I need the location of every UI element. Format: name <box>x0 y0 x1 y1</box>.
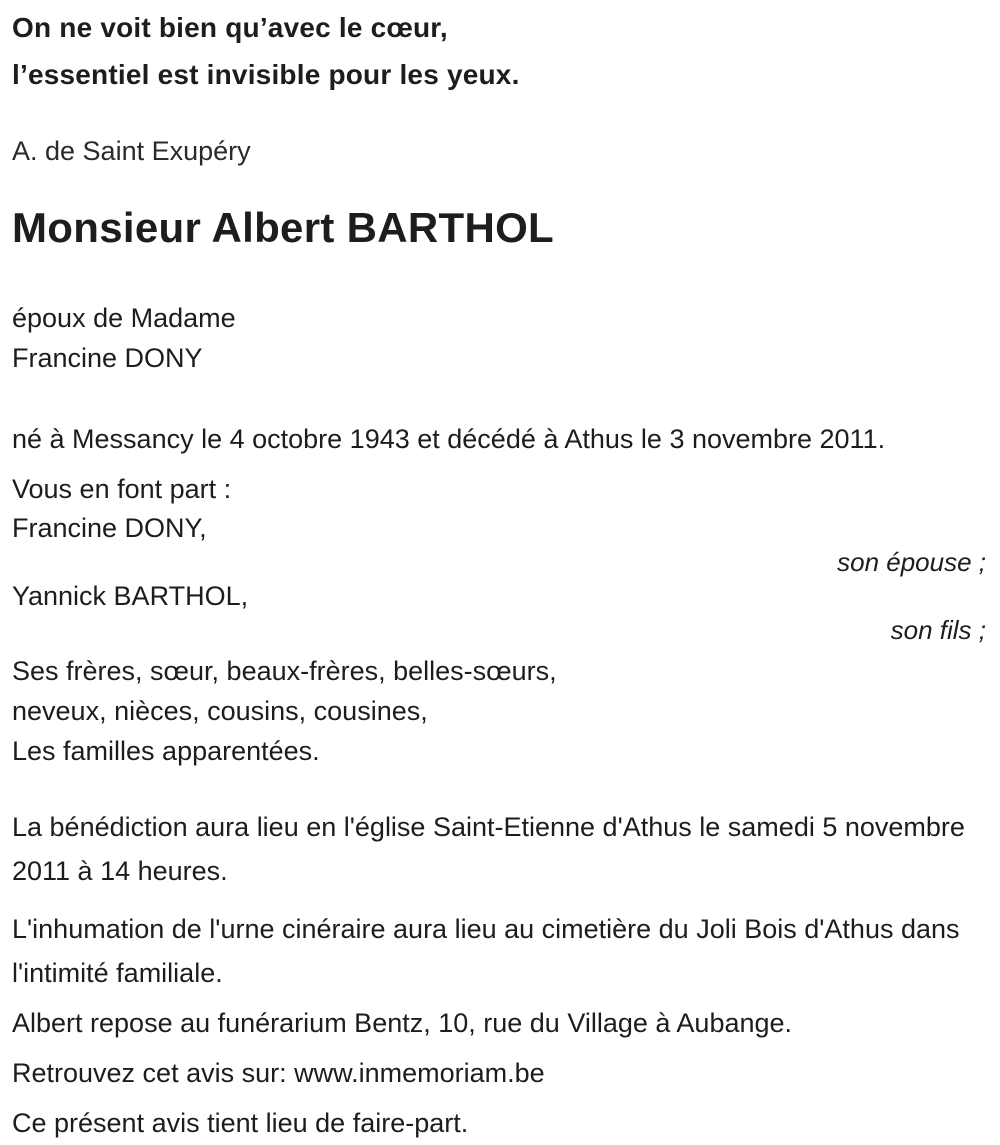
relative-relation: son fils ; <box>890 615 986 645</box>
ceremony-section <box>12 805 988 1145</box>
quote-attribution: A. de Saint Exupéry <box>12 136 251 166</box>
family-line: Ses frères, sœur, beaux-frères, belles-sœurs, <box>12 656 557 686</box>
quote-section <box>12 4 988 171</box>
extended-family-block <box>12 651 988 771</box>
family-line: neveux, nièces, cousins, cousines, <box>12 696 428 726</box>
closing-line: Ce présent avis tient lieu de faire-part. <box>12 1108 469 1138</box>
relative-name: Yannick BARTHOL, <box>12 581 249 611</box>
benediction-paragraph: La bénédiction aura lieu en l'église Saint-Etienne d'Athus le samedi 5 novembre 2011 à 14 heures. <box>12 812 965 886</box>
inhumation-paragraph: L'inhumation de l'urne cinéraire aura lieu au cimetière du Joli Bois d'Athus dans l'intimité familiale. <box>12 914 960 988</box>
relative-name: Francine DONY, <box>12 513 207 543</box>
relative-item <box>12 509 988 577</box>
relatives-list <box>12 509 988 645</box>
deceased-name: Monsieur Albert BARTHOL <box>12 204 555 251</box>
quote-line-1: On ne voit bien qu’avec le cœur, <box>12 12 448 43</box>
announcement-section <box>12 469 988 771</box>
relative-relation: son épouse ; <box>837 547 986 577</box>
birth-death-line: né à Messancy le 4 octobre 1943 et décédé à Athus le 3 novembre 2011. <box>12 424 886 454</box>
spouse-of-line-2: Francine DONY <box>12 343 203 373</box>
spouse-of-block <box>12 298 988 378</box>
relative-item <box>12 577 988 645</box>
quote-line-2: l’essentiel est invisible pour les yeux. <box>12 59 520 90</box>
website-line: Retrouvez cet avis sur: www.inmemoriam.be <box>12 1058 545 1088</box>
family-line: Les familles apparentées. <box>12 736 320 766</box>
spouse-of-line-1: époux de Madame <box>12 303 236 333</box>
repose-line: Albert repose au funérarium Bentz, 10, rue du Village à Aubange. <box>12 1008 793 1038</box>
announced-by-intro: Vous en font part : <box>12 474 232 504</box>
